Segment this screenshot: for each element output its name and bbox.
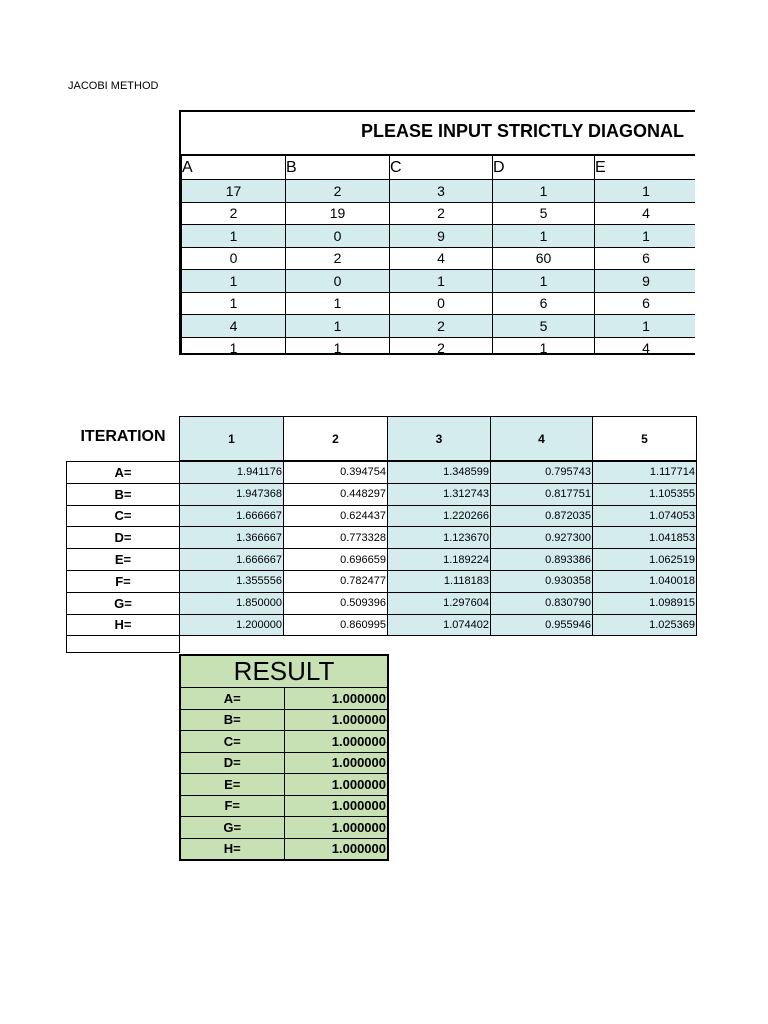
matrix-cell[interactable]: 6 [493,292,595,315]
iteration-value[interactable]: 0.394754 [284,462,388,484]
matrix-cell[interactable]: 6 [595,292,696,315]
matrix-cell[interactable]: 4 [390,247,493,270]
matrix-cell[interactable]: 2 [286,180,390,203]
empty-row [67,636,697,653]
matrix-row [182,270,696,293]
iteration-label: ITERATION [80,428,166,445]
iteration-value[interactable]: 0.927300 [491,527,593,549]
result-value[interactable]: 1.000000 [284,752,388,774]
iteration-value[interactable]: 0.893386 [491,549,593,571]
matrix-cell[interactable]: 3 [390,180,493,203]
iteration-value[interactable]: 1.941176 [180,462,284,484]
result-variable-label[interactable]: A= [180,688,284,710]
iteration-value[interactable]: 1.366667 [180,527,284,549]
matrix-cell[interactable]: 9 [595,270,696,293]
result-value[interactable]: 1.000000 [284,731,388,753]
matrix-cell[interactable]: 60 [493,247,595,270]
matrix-cell[interactable]: 1 [595,225,696,248]
matrix-row [182,202,696,225]
matrix-row [182,292,696,315]
iteration-value[interactable]: 0.860995 [284,614,388,636]
matrix-cell[interactable]: 1 [390,270,493,293]
matrix-cell[interactable]: 1 [182,292,286,315]
blank-space [388,636,491,653]
blank-space [593,636,697,653]
result-variable-label[interactable]: H= [180,838,284,860]
result-row [180,838,388,860]
variable-label[interactable]: D= [67,527,180,549]
matrix-cell[interactable]: 1 [286,337,390,355]
matrix-cell[interactable]: 1 [182,337,286,355]
matrix-row [182,225,696,248]
variable-label[interactable]: F= [67,570,180,592]
result-row [180,817,388,839]
iteration-value[interactable]: 1.105355 [593,483,697,505]
iteration-table [66,461,697,653]
iteration-value[interactable]: 1.041853 [593,527,697,549]
iteration-value[interactable]: 1.666667 [180,505,284,527]
result-variable-label[interactable]: G= [180,817,284,839]
iteration-value[interactable]: 1.297604 [388,592,491,614]
result-variable-label[interactable]: B= [180,709,284,731]
iteration-value[interactable]: 1.200000 [180,614,284,636]
matrix-cell[interactable]: 0 [390,292,493,315]
result-row [180,752,388,774]
matrix-row [182,180,696,203]
matrix-cell[interactable]: 1 [493,270,595,293]
matrix-cell[interactable]: 1 [595,315,696,338]
iteration-value[interactable]: 0.930358 [491,570,593,592]
iteration-value[interactable]: 0.872035 [491,505,593,527]
iteration-value[interactable]: 1.189224 [388,549,491,571]
iteration-value[interactable]: 1.074053 [593,505,697,527]
matrix-row [182,337,696,355]
matrix-cell[interactable]: 2 [390,337,493,355]
result-row [180,774,388,796]
iteration-value[interactable]: 1.123670 [388,527,491,549]
matrix-cell[interactable]: 1 [182,270,286,293]
result-row [180,731,388,753]
input-matrix [179,110,695,355]
iteration-number[interactable]: 3 [388,417,491,461]
matrix-cell[interactable]: 1 [493,180,595,203]
matrix-cell[interactable]: 5 [493,202,595,225]
column-header-a[interactable]: A [182,156,286,180]
blank-space [284,636,388,653]
matrix-cell[interactable]: 5 [493,315,595,338]
variable-label[interactable]: B= [67,483,180,505]
matrix-cell[interactable]: 1 [286,292,390,315]
iteration-value[interactable]: 0.624437 [284,505,388,527]
iteration-number[interactable]: 4 [491,417,593,461]
matrix-cell[interactable]: 6 [595,247,696,270]
iteration-row [67,462,697,484]
result-title[interactable]: RESULT [180,655,388,688]
matrix-heading: PLEASE INPUT STRICTLY DIAGONAL [361,121,685,141]
iteration-value[interactable]: 1.312743 [388,483,491,505]
result-variable-label[interactable]: F= [180,795,284,817]
iteration-row [67,592,697,614]
result-variable-label[interactable]: D= [180,752,284,774]
column-header-b[interactable]: B [286,156,390,180]
matrix-cell[interactable]: 1 [286,315,390,338]
matrix-cell[interactable]: 1 [182,225,286,248]
iteration-number[interactable]: 5 [593,417,697,461]
iteration-value[interactable]: 0.955946 [491,614,593,636]
iteration-value[interactable]: 1.666667 [180,549,284,571]
iteration-value[interactable]: 0.773328 [284,527,388,549]
iteration-value[interactable]: 1.074402 [388,614,491,636]
matrix-cell[interactable]: 0 [286,225,390,248]
result-row [180,795,388,817]
matrix-cell[interactable]: 1 [595,180,696,203]
variable-label[interactable]: G= [67,592,180,614]
iteration-value[interactable]: 1.040018 [593,570,697,592]
iteration-value[interactable]: 1.947368 [180,483,284,505]
iteration-value[interactable]: 0.696659 [284,549,388,571]
matrix-cell[interactable]: 1 [493,225,595,248]
result-table [179,654,389,861]
iteration-value[interactable]: 0.795743 [491,462,593,484]
matrix-cell[interactable]: 2 [286,247,390,270]
matrix-cell[interactable]: 17 [182,180,286,203]
document-title: JACOBI METHOD [68,80,159,92]
matrix-cell[interactable]: 19 [286,202,390,225]
matrix-cell[interactable]: 2 [390,202,493,225]
iteration-row [67,614,697,636]
iteration-value[interactable]: 1.348599 [388,462,491,484]
variable-label[interactable]: H= [67,614,180,636]
iteration-value[interactable]: 1.220266 [388,505,491,527]
matrix-cell[interactable]: 4 [595,202,696,225]
result-row [180,709,388,731]
matrix-cell[interactable]: 9 [390,225,493,248]
result-value[interactable]: 1.000000 [284,817,388,839]
iteration-value[interactable]: 1.062519 [593,549,697,571]
iteration-row [67,505,697,527]
iteration-value[interactable]: 0.448297 [284,483,388,505]
iteration-value[interactable]: 0.509396 [284,592,388,614]
column-header-c[interactable]: C [390,156,493,180]
result-variable-label[interactable]: C= [180,731,284,753]
blank-space [180,636,284,653]
iteration-row [67,570,697,592]
iteration-value[interactable]: 0.782477 [284,570,388,592]
matrix-cell[interactable]: 4 [595,337,696,355]
matrix-cell[interactable]: 0 [286,270,390,293]
matrix-heading-cell[interactable] [181,112,695,155]
result-value[interactable]: 1.000000 [284,795,388,817]
iteration-number[interactable]: 2 [284,417,388,461]
iteration-value[interactable]: 1.117714 [593,462,697,484]
matrix-table [181,155,695,355]
iteration-value[interactable]: 1.355556 [180,570,284,592]
iteration-value[interactable]: 1.025369 [593,614,697,636]
result-value[interactable]: 1.000000 [284,774,388,796]
iteration-row [67,527,697,549]
iteration-value[interactable]: 0.817751 [491,483,593,505]
iteration-value[interactable]: 1.118183 [388,570,491,592]
column-header-e[interactable]: E [595,156,696,180]
iteration-value[interactable]: 1.098915 [593,592,697,614]
result-value[interactable]: 1.000000 [284,688,388,710]
column-header-d[interactable]: D [493,156,595,180]
matrix-cell[interactable]: 2 [182,202,286,225]
iteration-number-row [179,416,697,461]
empty-cell[interactable] [67,636,180,653]
iteration-number[interactable]: 1 [180,417,284,461]
variable-label[interactable]: A= [67,462,180,484]
matrix-row [182,247,696,270]
iteration-value[interactable]: 0.830790 [491,592,593,614]
matrix-cell[interactable]: 0 [182,247,286,270]
iteration-row [67,549,697,571]
result-variable-label[interactable]: E= [180,774,284,796]
matrix-cell[interactable]: 1 [493,337,595,355]
result-value[interactable]: 1.000000 [284,709,388,731]
variable-label[interactable]: E= [67,549,180,571]
iteration-row [67,483,697,505]
variable-label[interactable]: C= [67,505,180,527]
iteration-value[interactable]: 1.850000 [180,592,284,614]
result-row [180,688,388,710]
blank-space [491,636,593,653]
matrix-cell[interactable]: 4 [182,315,286,338]
result-value[interactable]: 1.000000 [284,838,388,860]
matrix-cell[interactable]: 2 [390,315,493,338]
matrix-row [182,315,696,338]
